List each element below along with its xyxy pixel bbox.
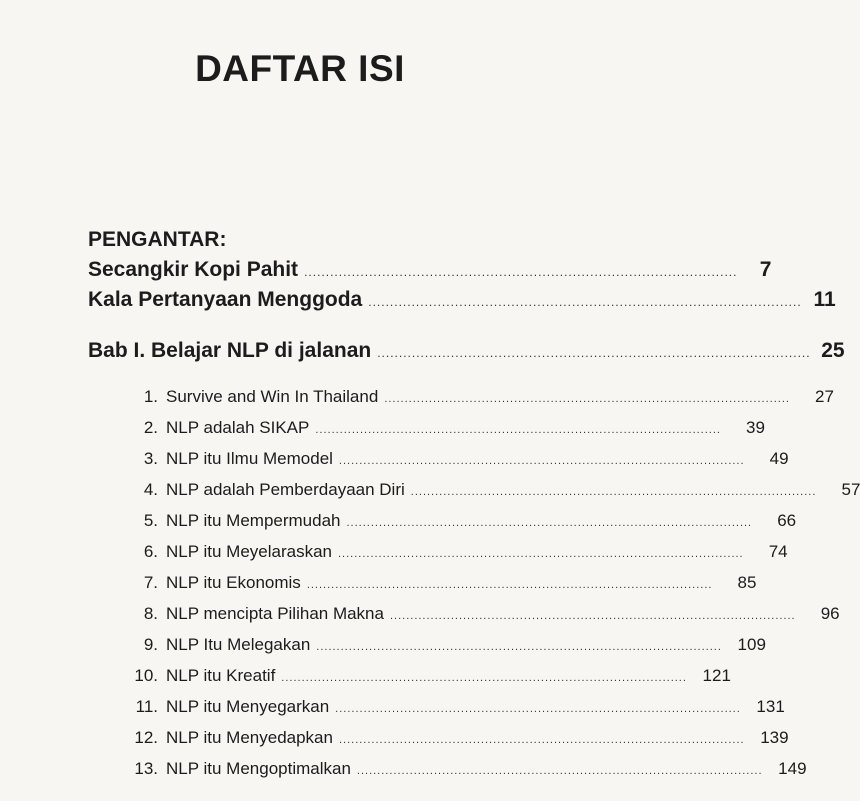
toc-item[interactable] [118,449,789,469]
leader-dots: .................................................................................................... [304,265,738,279]
toc-item-label: NLP itu Mengoptimalkan [166,759,351,778]
leader-dots: .................................................................................................... [346,517,753,529]
toc-item[interactable] [118,542,788,562]
toc-item-label: NLP itu Menyedapkan [166,728,333,747]
leader-dots: .................................................................................................... [316,641,722,653]
toc-item-number: 9. [143,635,158,654]
toc-item-number: 12. [134,728,158,747]
toc-entry-intro[interactable] [88,258,772,282]
toc-item-label: NLP itu Meyelaraskan [166,542,332,561]
toc-item[interactable] [118,759,807,779]
toc-item-label: NLP mencipta Pilihan Makna [166,604,384,623]
toc-item-label: NLP itu Menyegarkan [166,697,330,716]
leader-dots: .................................................................................................... [389,610,796,622]
toc-chapter-page: 25 [821,339,845,362]
toc-item-page: 139 [760,728,789,747]
toc-entry-page: 11 [813,288,836,311]
toc-item-page: 121 [702,666,731,685]
toc-entry-page: 7 [759,258,772,281]
toc-item[interactable] [118,604,840,624]
toc-item-page: 74 [768,542,788,561]
leader-dots: .................................................................................................... [338,734,745,746]
leader-dots: .................................................................................................... [377,346,811,360]
toc-item[interactable] [118,511,797,531]
leader-dots: .................................................................................................... [306,579,713,591]
toc-item-number: 11. [135,697,158,716]
toc-item-number: 1. [143,387,158,406]
toc-item[interactable] [118,418,765,438]
toc-item-page: 85 [737,573,757,592]
toc-item-number: 4. [143,480,158,499]
leader-dots: .................................................................................................... [338,548,744,560]
toc-item[interactable] [118,387,834,407]
toc-item-page: 49 [769,449,789,468]
toc-item-label: NLP adalah SIKAP [166,418,310,437]
toc-item-label: NLP itu Ekonomis [166,573,301,592]
toc-entry-label: Kala Pertanyaan Menggoda [88,288,363,311]
page-title: DAFTAR ISI [195,48,405,89]
toc-item-page: 149 [778,759,807,778]
toc-item-label: NLP itu Mempermudah [166,511,341,530]
leader-dots: .................................................................................................... [368,295,802,309]
toc-item-page: 27 [815,387,834,406]
toc-item-number: 3. [143,449,158,468]
toc-item-label: Survive and Win In Thailand [166,387,379,406]
leader-dots: .................................................................................................... [315,424,721,436]
leader-dots: .................................................................................................... [410,486,817,498]
toc-item-number: 7. [143,573,158,592]
toc-entry-intro[interactable] [88,288,836,312]
toc-item-number: 5. [143,511,158,530]
toc-item-label: NLP Itu Melegakan [166,635,311,654]
toc-item-number: 6. [143,542,158,561]
toc-item-page: 131 [756,697,785,716]
leader-dots: .................................................................................................... [338,455,745,467]
toc-item-page: 57 [841,480,860,499]
toc-item[interactable] [118,635,766,655]
toc-entry-label: Secangkir Kopi Pahit [88,258,299,281]
leader-dots: .................................................................................................... [281,672,687,684]
toc-item-number: 8. [143,604,158,623]
toc-chapter-label: Bab I. Belajar NLP di jalanan [88,339,372,362]
toc-item-page: 96 [820,604,840,623]
toc-item-page: 66 [777,511,797,530]
leader-dots: .................................................................................................... [335,703,741,715]
toc-item-label: NLP adalah Pemberdayaan Diri [166,480,405,499]
toc-item-page: 109 [737,635,766,654]
toc-item[interactable] [118,480,860,500]
toc-item-page: 39 [746,418,765,437]
leader-dots: .................................................................................................... [384,393,790,405]
toc-item[interactable] [118,697,785,717]
toc-item-label: NLP itu Kreatif [166,666,276,685]
toc-item[interactable] [118,666,731,686]
toc-item-number: 10. [134,666,158,685]
toc-item[interactable] [118,728,789,748]
toc-chapter[interactable] [88,339,845,363]
toc-item-label: NLP itu Ilmu Memodel [166,449,333,468]
leader-dots: .................................................................................................... [356,765,763,777]
toc-item[interactable] [118,573,757,593]
toc-item-number: 13. [134,759,158,778]
toc-item-number: 2. [143,418,158,437]
intro-heading: PENGANTAR: [88,228,227,251]
